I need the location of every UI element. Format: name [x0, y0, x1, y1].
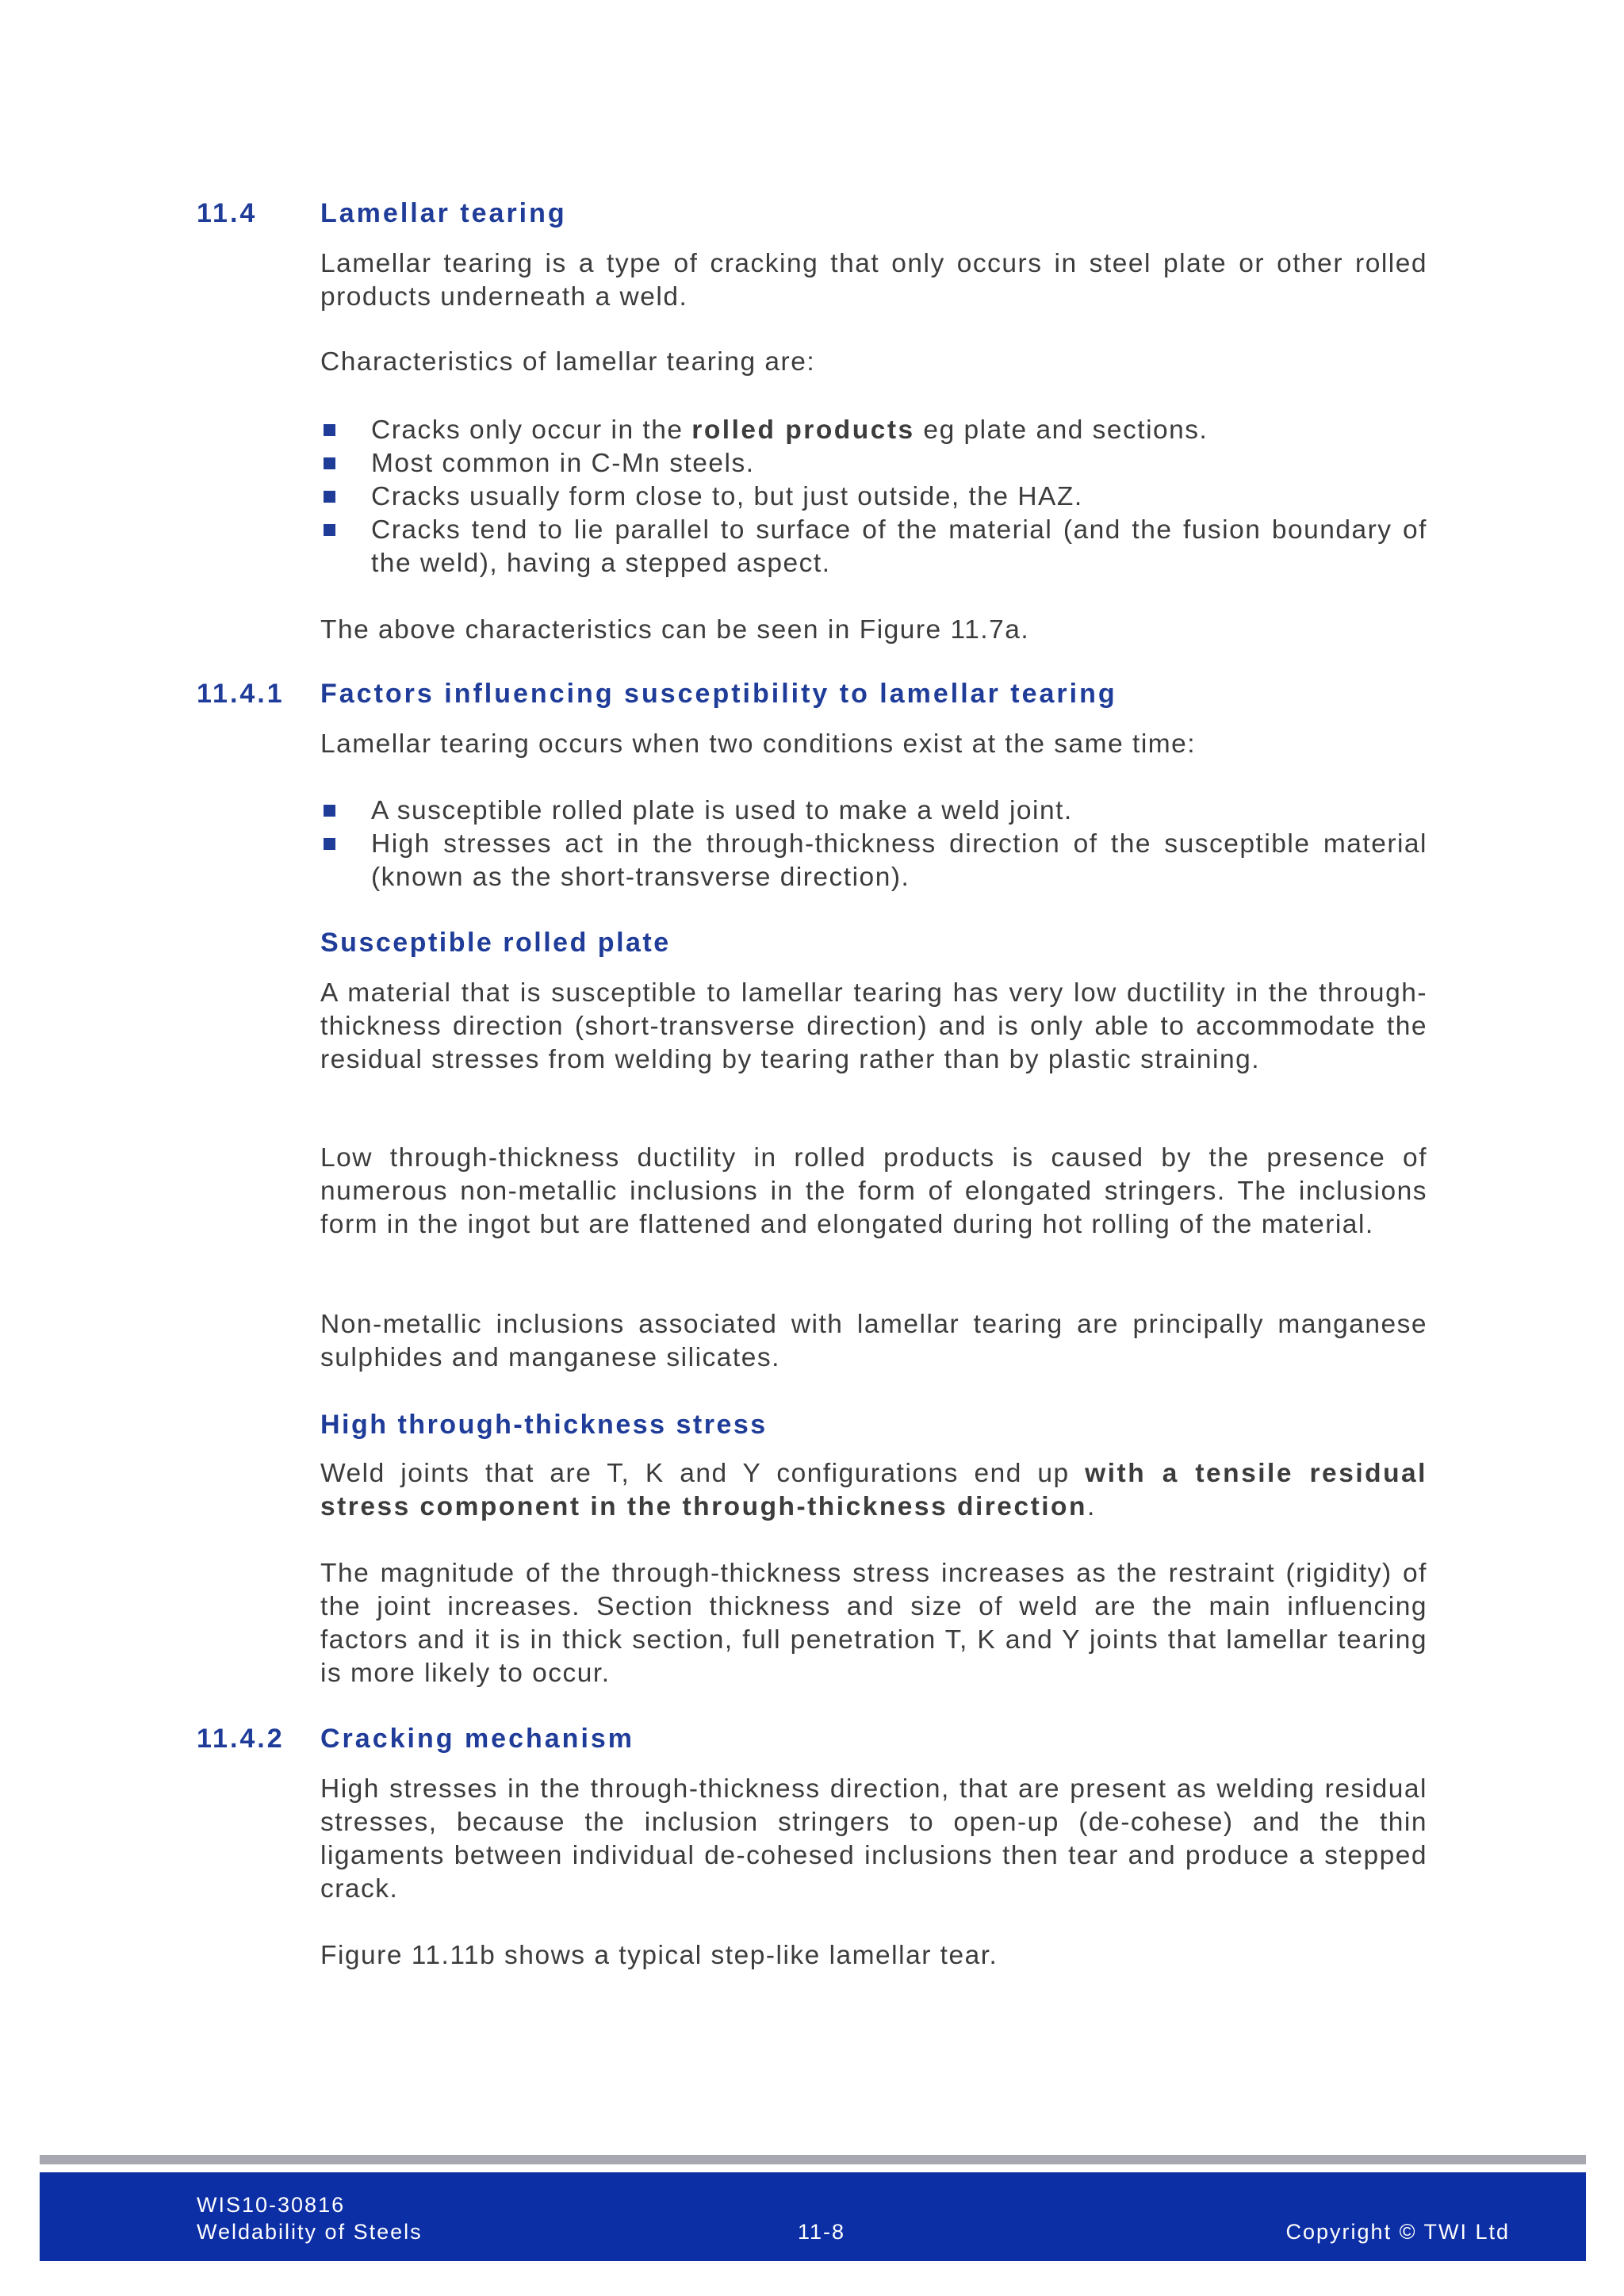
list-item	[320, 414, 1427, 447]
list-item-text: High stresses act in the through-thickness direction of the susceptible material (known as the short-transverse direction).	[371, 829, 1427, 892]
bullet-square-icon	[324, 424, 335, 436]
section-number: 11.4.1	[197, 679, 285, 709]
bullet-square-icon	[324, 805, 335, 817]
subheading-susceptible-rolled-plate: Susceptible rolled plate	[320, 928, 671, 958]
bullet-square-icon	[324, 838, 335, 850]
paragraph-stress-1	[320, 1457, 1427, 1524]
paragraph-text: .	[1086, 1492, 1096, 1521]
paragraph-conditions-lead: Lamellar tearing occurs when two conditions exist at the same time:	[320, 729, 1197, 759]
list-item-text: A susceptible rolled plate is used to make a weld joint.	[371, 796, 1073, 825]
list-item-text: Cracks tend to lie parallel to surface of the material (and the fusion boundary of the weld), having a stepped aspect.	[371, 515, 1427, 578]
list-item-emphasis: rolled products	[691, 415, 915, 445]
footer-doc-title: Weldability of Steels	[197, 2220, 423, 2244]
list-item	[320, 794, 1427, 828]
paragraph-emphasis: with a tensile residual stress component in the through-thickness direction	[320, 1459, 1427, 1521]
paragraph-figure-reference: The above characteristics can be seen in Figure 11.7a.	[320, 615, 1030, 645]
page-footer	[40, 2172, 1586, 2261]
section-title: Lamellar tearing	[320, 198, 567, 228]
section-title: Factors influencing susceptibility to lamellar tearing	[320, 679, 1117, 709]
paragraph-text: Weld joints that are T, K and Y configurations end up	[320, 1459, 1086, 1488]
section-number: 11.4.2	[197, 1724, 285, 1754]
list-item	[320, 514, 1427, 580]
characteristics-list	[320, 414, 1427, 580]
list-item-text: Cracks only occur in the	[371, 415, 692, 445]
paragraph-intro: Lamellar tearing is a type of cracking that only occurs in steel plate or other rolled products underneath a weld.	[320, 249, 1427, 312]
section-title: Cracking mechanism	[320, 1724, 635, 1754]
subheading-high-through-thickness-stress: High through-thickness stress	[320, 1410, 768, 1440]
paragraph-mechanism-2: Figure 11.11b shows a typical step-like lamellar tear.	[320, 1941, 998, 1970]
footer-doc-code: WIS10-30816	[197, 2193, 346, 2217]
paragraph-mechanism-1: High stresses in the through-thickness direction, that are present as welding residual stresses, because the inclusion stringers to open-up (de-cohese) and the thin ligaments between individual de-cohesed inclusions then tear and produce a stepped crack.	[320, 1774, 1427, 1904]
footer-page-number: 11-8	[798, 2220, 846, 2244]
list-item	[320, 480, 1427, 514]
bullet-square-icon	[324, 491, 335, 503]
conditions-list	[320, 794, 1427, 894]
list-item	[320, 828, 1427, 894]
list-item-text: Cracks usually form close to, but just outside, the HAZ.	[371, 482, 1083, 511]
footer-copyright: Copyright © TWI Ltd	[1285, 2220, 1510, 2244]
footer-divider	[40, 2155, 1586, 2164]
bullet-square-icon	[324, 524, 335, 536]
paragraph-susceptible-3: Non-metallic inclusions associated with lamellar tearing are principally manganese sulphides and manganese silicates.	[320, 1310, 1427, 1372]
bullet-square-icon	[324, 457, 335, 469]
paragraph-susceptible-2: Low through-thickness ductility in rolled products is caused by the presence of numerous non-metallic inclusions in the form of elongated stringers. The inclusions form in the ingot but are flattened and elongated during hot rolling of the material.	[320, 1143, 1427, 1239]
list-item	[320, 447, 1427, 480]
list-item-text: eg plate and sections.	[914, 415, 1208, 445]
list-item-text: Most common in C-Mn steels.	[371, 449, 755, 478]
section-number: 11.4	[197, 198, 258, 228]
paragraph-susceptible-1: A material that is susceptible to lamellar tearing has very low ductility in the through-thickness direction (short-transverse direction) and is only able to accommodate the residual stresses from welding by tearing rather than by plastic straining.	[320, 978, 1427, 1074]
paragraph-stress-2: The magnitude of the through-thickness stress increases as the restraint (rigidity) of the joint increases. Section thickness and size of weld are the main influencing factors and it is in thick section, full penetration T, K and Y joints that lamellar tearing is more likely to occur.	[320, 1559, 1427, 1688]
paragraph-characteristics-lead: Characteristics of lamellar tearing are:	[320, 347, 816, 377]
